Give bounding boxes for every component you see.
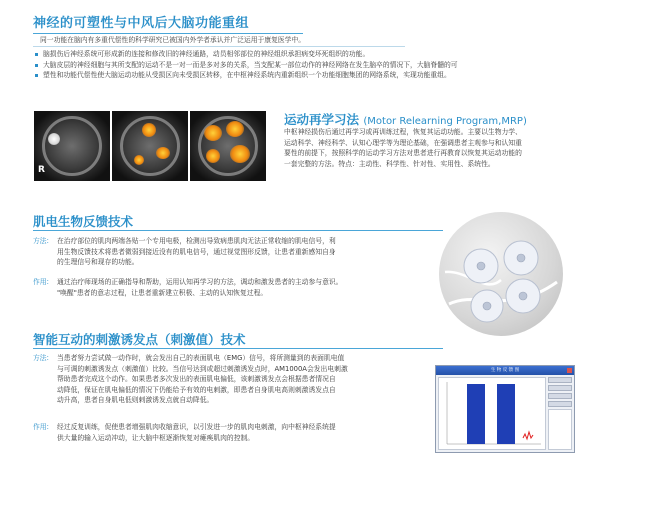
activation-spot bbox=[230, 145, 250, 163]
brain-scan-image-3 bbox=[190, 111, 266, 181]
method-line: 帮助患者完成这个动作。如果患者多次发出的表面肌电偏低，该刺激诱发点会根据患者情况自 bbox=[57, 375, 336, 384]
electrode-pads-graphic bbox=[439, 212, 563, 336]
effect-line: 供大量的输入运动冲动，让大脑中枢逐渐恢复对瘫痪肌肉的控制。 bbox=[57, 433, 255, 442]
effect-line: 通过治疗师现场的正确指导和帮助，运用认知再学习的方法，调动和激发患者的主动参与意识。 bbox=[57, 278, 343, 286]
method-line: 动降低，保证在肌电偏低的情况下仍能给予有效的电刺激，即患者自身肌电高则刺激诱发点自 bbox=[57, 385, 336, 394]
biofeedback-method bbox=[33, 236, 433, 268]
mrp-title-en: (Motor Relearning Program,MRP) bbox=[363, 116, 527, 127]
effect-label: 作用: bbox=[33, 423, 49, 431]
method-line: 用生物反馈技术将患者微弱到接近没有的肌电信号，通过视觉图形反馈，让患者重新感知自身 bbox=[57, 247, 336, 256]
control-panel bbox=[548, 377, 572, 450]
emg-signal-trace bbox=[523, 432, 533, 439]
intro-rule bbox=[33, 46, 405, 47]
method-line: 与可调的刺激诱发点（刺激值）比较。当信号达到或超过刺激诱发点时，AM1000A会发出电刺激 bbox=[57, 364, 348, 373]
method-label: 方法: bbox=[33, 237, 49, 245]
trigger-rule bbox=[33, 348, 443, 349]
method-line: 动升高，患者自身肌电低则刺激诱发点就自动降低。 bbox=[57, 396, 214, 405]
effect-line: "唤醒"患者的意志过程，让患者重新建立积极、主动的认知恢复过程。 bbox=[57, 288, 268, 297]
mrp-line: 一套完整的方法。特点：主动性、科学性、针对性、实用性、系统性。 bbox=[284, 159, 495, 168]
control-button[interactable] bbox=[548, 401, 572, 407]
trigger-method bbox=[33, 353, 433, 406]
mrp-heading bbox=[284, 110, 527, 128]
control-button[interactable] bbox=[548, 393, 572, 399]
intro-text: 同一功能在脑内有多重代偿性的科学研究已被国内外学者承认并广泛运用于康复医学中。 bbox=[40, 36, 306, 44]
scan-highlight bbox=[48, 133, 60, 145]
close-icon[interactable] bbox=[567, 368, 572, 373]
mrp-line: 要性的前提下，按照科学的运动学习方法对患者进行再教育以恢复其运动功能的 bbox=[284, 149, 522, 158]
electrode-pads-photo bbox=[439, 212, 563, 336]
effect-label: 作用: bbox=[33, 278, 49, 286]
method-line: 的生理信号和现存的功能。 bbox=[57, 258, 139, 267]
biofeedback-rule bbox=[33, 230, 443, 231]
activation-spot bbox=[142, 123, 156, 137]
mrp-line: 运动科学、神经科学、认知心理学等为理论基础，在强调患者主观参与和认知重 bbox=[284, 138, 522, 147]
chart-panel bbox=[438, 377, 546, 450]
bullet-item: 大脑皮层的神经细胞与其所支配的运动不是一对一而是多对多的关系，当支配某一部位动作的神经网络在发生脑卒的情况下，大脑脊髓的可 bbox=[33, 60, 633, 71]
brain-scan-image-2 bbox=[112, 111, 188, 181]
bullet-item: 塑性和功能代偿性使大脑运动功能从受损区向未受损区转移，在中枢神经系统内重新组织一个功能细胞集团的网络系统，实现功能重组。 bbox=[33, 70, 633, 81]
control-button[interactable] bbox=[548, 377, 572, 383]
trigger-title: 智能互动的刺激诱发点（刺激值）技术 bbox=[33, 332, 246, 347]
scan-letter: R bbox=[38, 165, 45, 175]
window-title: 生 物 反 馈 图 bbox=[490, 368, 520, 373]
trigger-effect bbox=[33, 422, 433, 443]
page-title: 神经的可塑性与中风后大脑功能重组 bbox=[33, 16, 250, 31]
info-panel bbox=[548, 409, 572, 450]
biofeedback-bar-chart bbox=[439, 378, 545, 449]
title-rule bbox=[33, 33, 303, 34]
activation-spot bbox=[134, 155, 144, 165]
skull-outline bbox=[42, 116, 102, 176]
control-button[interactable] bbox=[548, 385, 572, 391]
chart-bar bbox=[467, 384, 485, 444]
activation-spot bbox=[206, 149, 220, 163]
bullet-list bbox=[33, 49, 633, 81]
activation-spot bbox=[204, 125, 222, 141]
mrp-body bbox=[284, 127, 624, 169]
method-label: 方法: bbox=[33, 354, 49, 362]
window-titlebar bbox=[436, 366, 574, 375]
chart-bar bbox=[497, 384, 515, 444]
activation-spot bbox=[156, 147, 170, 159]
software-screenshot bbox=[435, 365, 575, 453]
mrp-line: 中枢神经损伤后通过再学习或再训练过程，恢复其运动功能。主要以生物力学、 bbox=[284, 128, 522, 136]
activation-spot bbox=[226, 121, 244, 137]
brain-scan-image-1 bbox=[34, 111, 110, 181]
method-line: 当患者努力尝试做一动作时，就会发出自己的表面肌电（EMG）信号，将所测量到的表面肌电值 bbox=[57, 354, 345, 362]
effect-line: 经过反复训练，促使患者增强肌肉收缩意识，以引发进一步的肌肉电刺激，向中枢神经系统提 bbox=[57, 423, 336, 431]
bullet-item: 脑损伤后神经系统可形成新的连接和修改旧的神经通路，动员相邻部位的神经组织承担病变坏死组织的功能。 bbox=[33, 49, 633, 60]
method-line: 在治疗部位的肌肉两端各贴一个专用电极，检测出导致病患肌肉无法正常收缩的肌电信号，利 bbox=[57, 237, 336, 245]
biofeedback-title: 肌电生物反馈技术 bbox=[33, 214, 134, 229]
mrp-title: 运动再学习法 bbox=[284, 112, 360, 127]
biofeedback-effect bbox=[33, 277, 433, 298]
